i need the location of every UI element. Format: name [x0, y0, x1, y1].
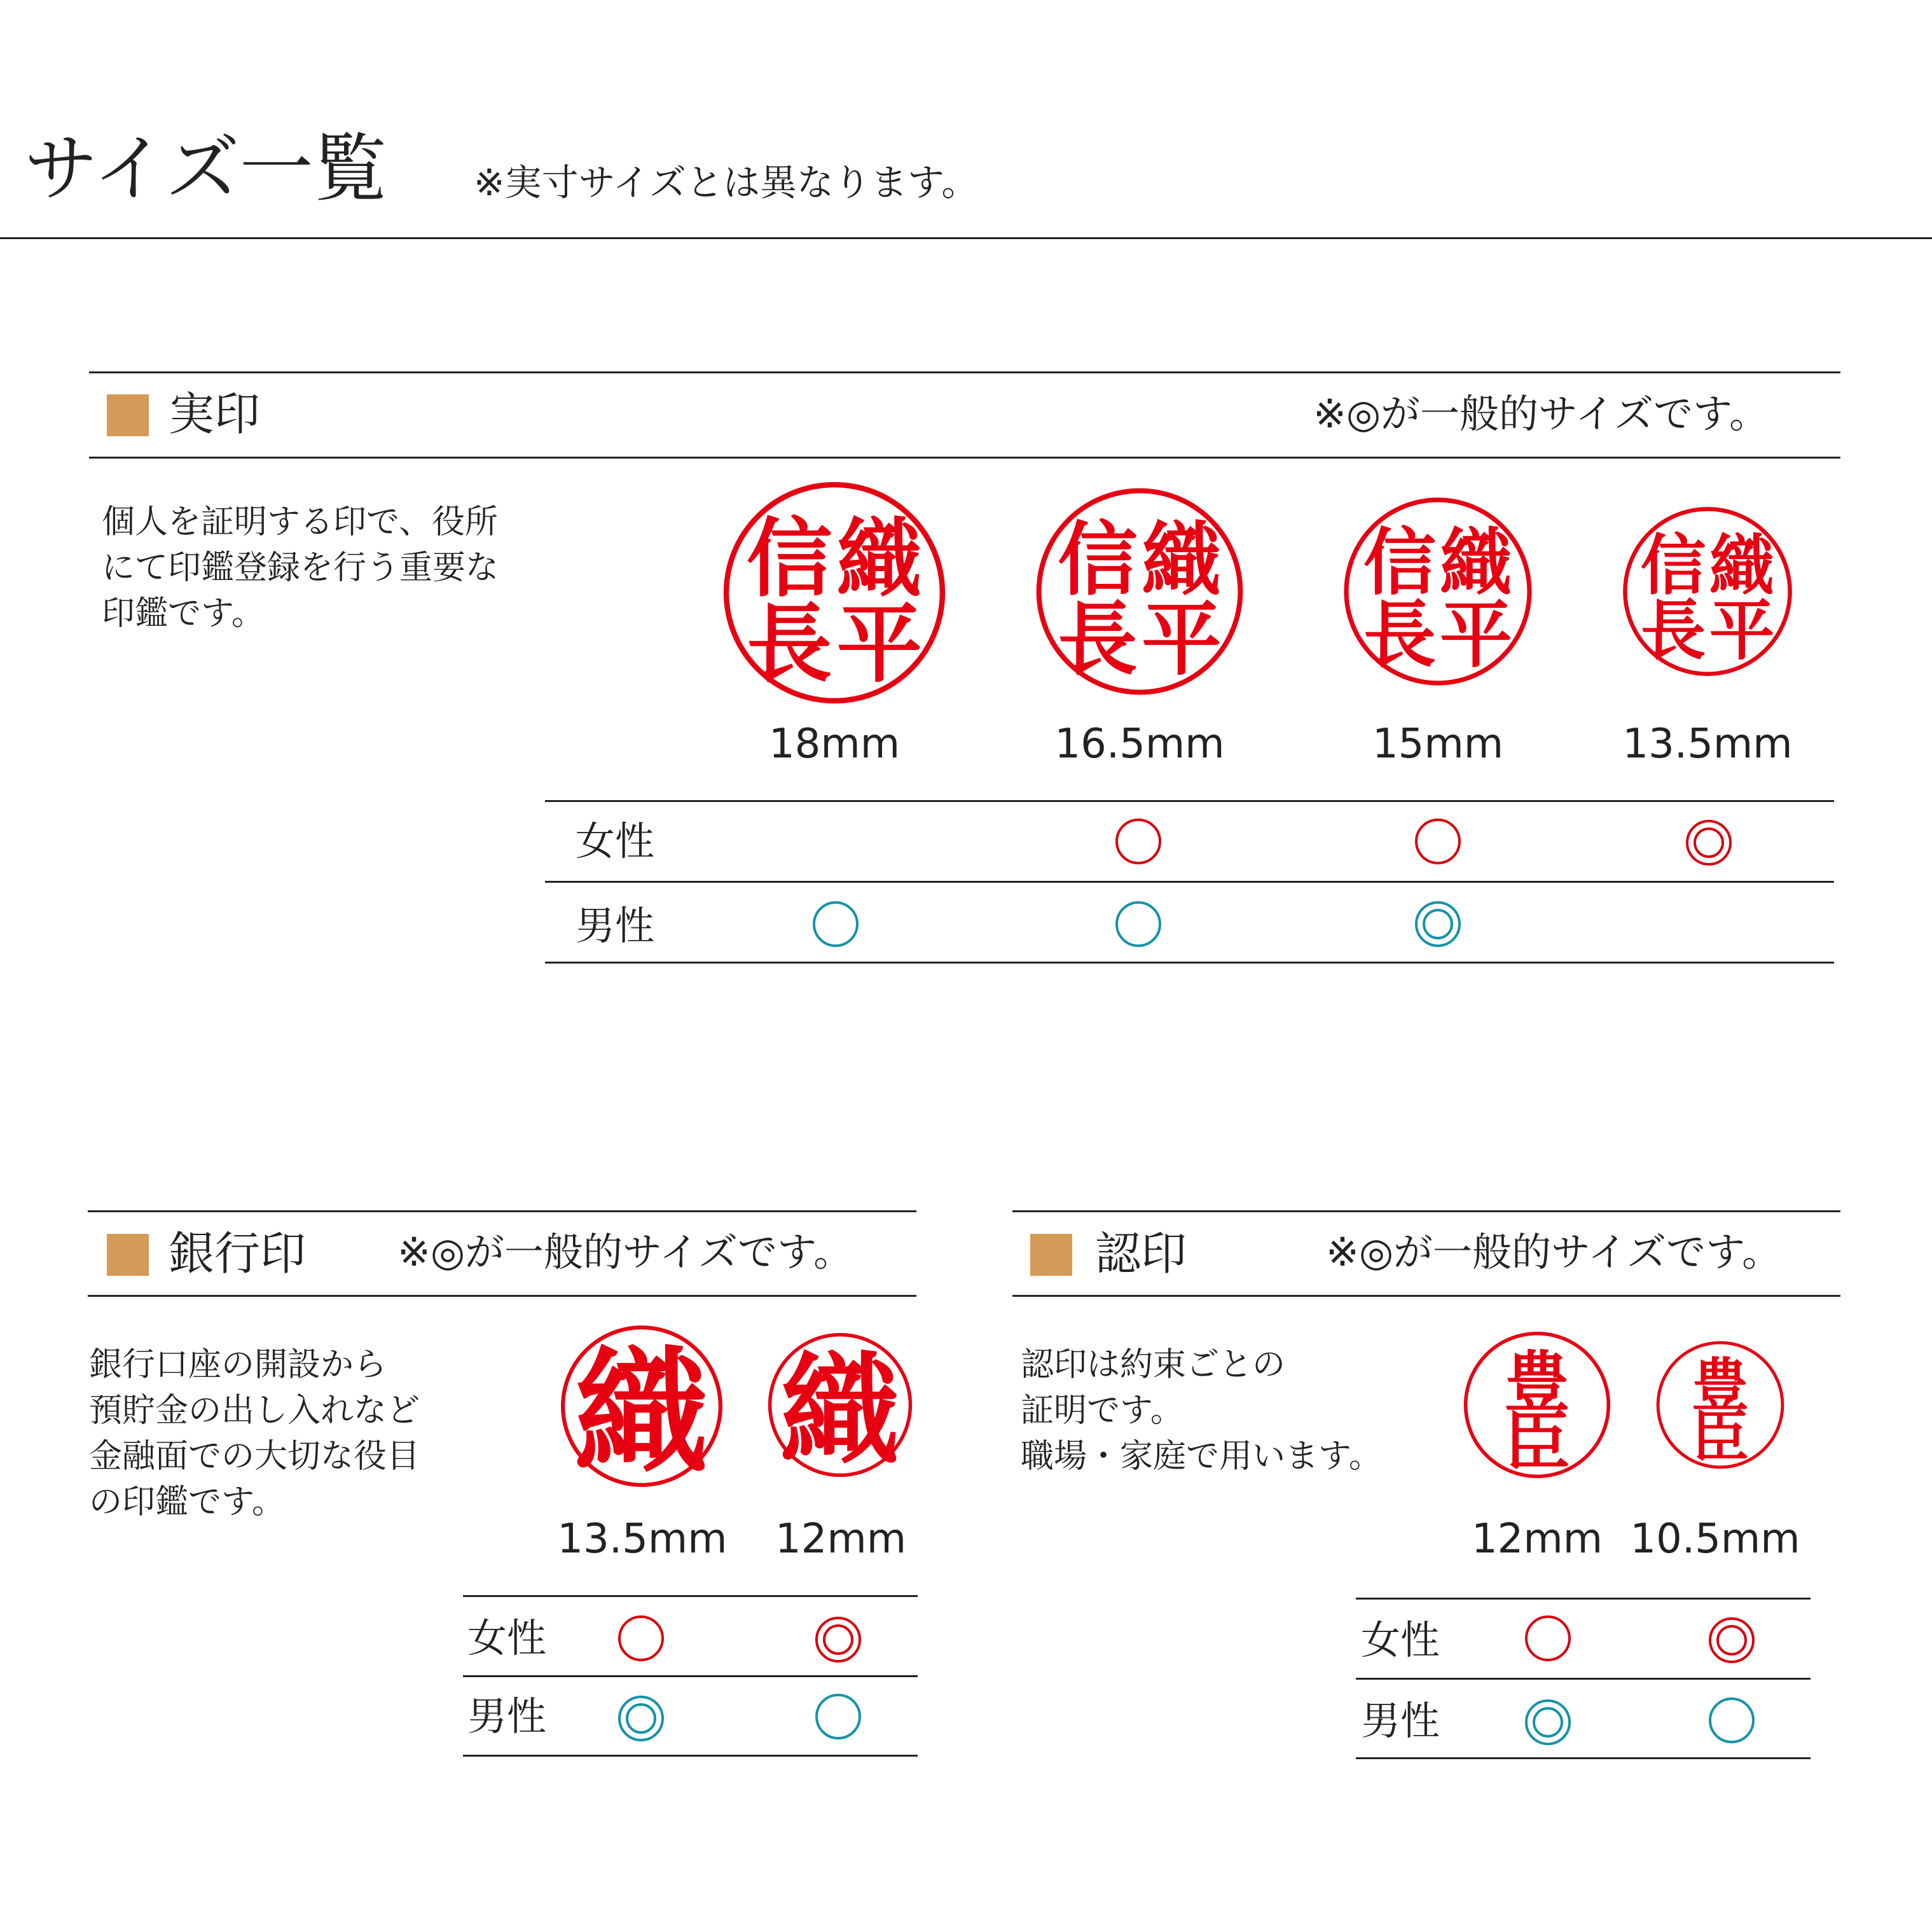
mitomein-description: 認印は約束ごとの 証明です。 職場・家庭で用います。	[1021, 1346, 1382, 1476]
available-mark	[617, 1614, 665, 1663]
seal-char: 織	[1439, 520, 1513, 605]
seal-char: 豊	[1504, 1344, 1570, 1421]
jitsuin-size-label: 13.5mm	[1622, 721, 1793, 768]
ginkoin-size-label: 13.5mm	[557, 1516, 728, 1563]
available-mark	[1524, 1614, 1572, 1663]
jitsuin-top-rule	[89, 371, 1840, 373]
jitsuin-table-bottom-rule	[545, 962, 1834, 964]
available-mark	[811, 900, 860, 948]
ginkoin-seal-12mm	[767, 1332, 913, 1478]
ginkoin-title: 銀行印	[169, 1227, 307, 1280]
available-mark	[1114, 900, 1163, 948]
jitsuin-bottom-rule	[89, 457, 1840, 459]
ginkoin-table-top-rule	[463, 1595, 918, 1597]
mitomein-size-label: 12mm	[1471, 1516, 1603, 1563]
seal-char: 長	[1640, 593, 1706, 670]
mitomein-top-rule	[1012, 1210, 1840, 1212]
jitsuin-size-label: 15mm	[1372, 721, 1504, 768]
jitsuin-description: 個人を証明する印で、役所 にて印鑑登録を行う重要な 印鑑です。	[102, 503, 499, 633]
ginkoin-table-bottom-rule	[463, 1755, 918, 1757]
seal-char: 信	[1640, 527, 1706, 604]
mitomein-table-bottom-rule	[1356, 1757, 1811, 1759]
jitsuin-size-label: 18mm	[768, 721, 900, 768]
available-mark	[1114, 817, 1163, 866]
mitomein-note: ※◎が一般的サイズです。	[1326, 1229, 1782, 1275]
mitomein-size-label: 10.5mm	[1630, 1516, 1800, 1563]
seal-char: 平	[836, 593, 923, 695]
jitsuin-table-top-rule	[545, 800, 1834, 802]
ginkoin-table-mid-rule	[463, 1675, 918, 1677]
seal-char: 信	[1058, 512, 1138, 607]
mitomein-row-label-female: 女性	[1361, 1617, 1440, 1663]
ginkoin-accent-square	[107, 1234, 149, 1276]
page-note: ※実寸サイズとは異なります。	[474, 161, 979, 204]
ginkoin-seal-13_5mm	[560, 1324, 724, 1488]
page-title: サイズ一覧	[24, 126, 387, 212]
ginkoin-description: 銀行口座の開設から 預貯金の出し入れなど 金融面での大切な役目 の印鑑です。	[89, 1346, 420, 1521]
standard-mark	[1708, 1616, 1756, 1664]
standard-mark	[1414, 900, 1462, 948]
ginkoin-row-label-female: 女性	[467, 1615, 547, 1661]
seal-char: 織	[780, 1339, 900, 1478]
seal-char: 豊	[1692, 1352, 1749, 1419]
seal-char: 臣	[1692, 1404, 1749, 1470]
jitsuin-seal-18mm	[722, 480, 947, 705]
jitsuin-note: ※◎が一般的サイズです。	[1313, 391, 1769, 437]
mitomein-table-mid-rule	[1356, 1678, 1811, 1680]
jitsuin-size-label: 16.5mm	[1054, 721, 1225, 768]
ginkoin-top-rule	[88, 1210, 916, 1212]
seal-char: 長	[746, 593, 832, 695]
seal-char: 織	[836, 508, 923, 609]
mitomein-accent-square	[1030, 1234, 1072, 1276]
jitsuin-row-label-male: 男性	[576, 902, 655, 949]
ginkoin-row-label-male: 男性	[467, 1693, 547, 1739]
jitsuin-seal-13_5mm	[1622, 506, 1793, 677]
available-mark	[814, 1692, 862, 1741]
mitomein-row-label-male: 男性	[1361, 1697, 1440, 1744]
standard-mark	[1685, 819, 1733, 867]
header-divider	[0, 237, 1932, 239]
seal-char: 長	[1363, 592, 1437, 677]
seal-char: 織	[1142, 512, 1222, 607]
seal-char: 平	[1439, 592, 1513, 677]
mitomein-seal-10_5mm	[1655, 1340, 1785, 1470]
seal-char: 信	[1363, 520, 1437, 605]
ginkoin-size-label: 12mm	[775, 1516, 907, 1563]
standard-mark	[1524, 1698, 1572, 1746]
jitsuin-row-label-female: 女性	[576, 818, 655, 864]
jitsuin-table-mid-rule	[545, 881, 1834, 883]
seal-char: 信	[746, 508, 832, 609]
jitsuin-title: 実印	[169, 387, 261, 441]
seal-char: 織	[1709, 527, 1775, 604]
mitomein-bottom-rule	[1012, 1295, 1840, 1297]
available-mark	[1708, 1696, 1756, 1745]
jitsuin-seal-16_5mm	[1035, 487, 1245, 696]
jitsuin-seal-15mm	[1342, 496, 1533, 687]
jitsuin-accent-square	[107, 394, 149, 436]
available-mark	[1414, 817, 1462, 866]
standard-mark	[814, 1615, 862, 1664]
mitomein-title: 認印	[1095, 1227, 1187, 1280]
ginkoin-bottom-rule	[88, 1295, 916, 1297]
mitomein-seal-12mm	[1463, 1331, 1611, 1479]
ginkoin-note: ※◎が一般的サイズです。	[397, 1229, 853, 1275]
seal-char: 平	[1142, 591, 1222, 686]
mitomein-table-top-rule	[1356, 1598, 1811, 1600]
standard-mark	[617, 1694, 665, 1743]
seal-char: 織	[574, 1332, 709, 1488]
seal-char: 平	[1709, 593, 1775, 670]
seal-char: 臣	[1504, 1403, 1570, 1479]
seal-char: 長	[1058, 591, 1138, 686]
